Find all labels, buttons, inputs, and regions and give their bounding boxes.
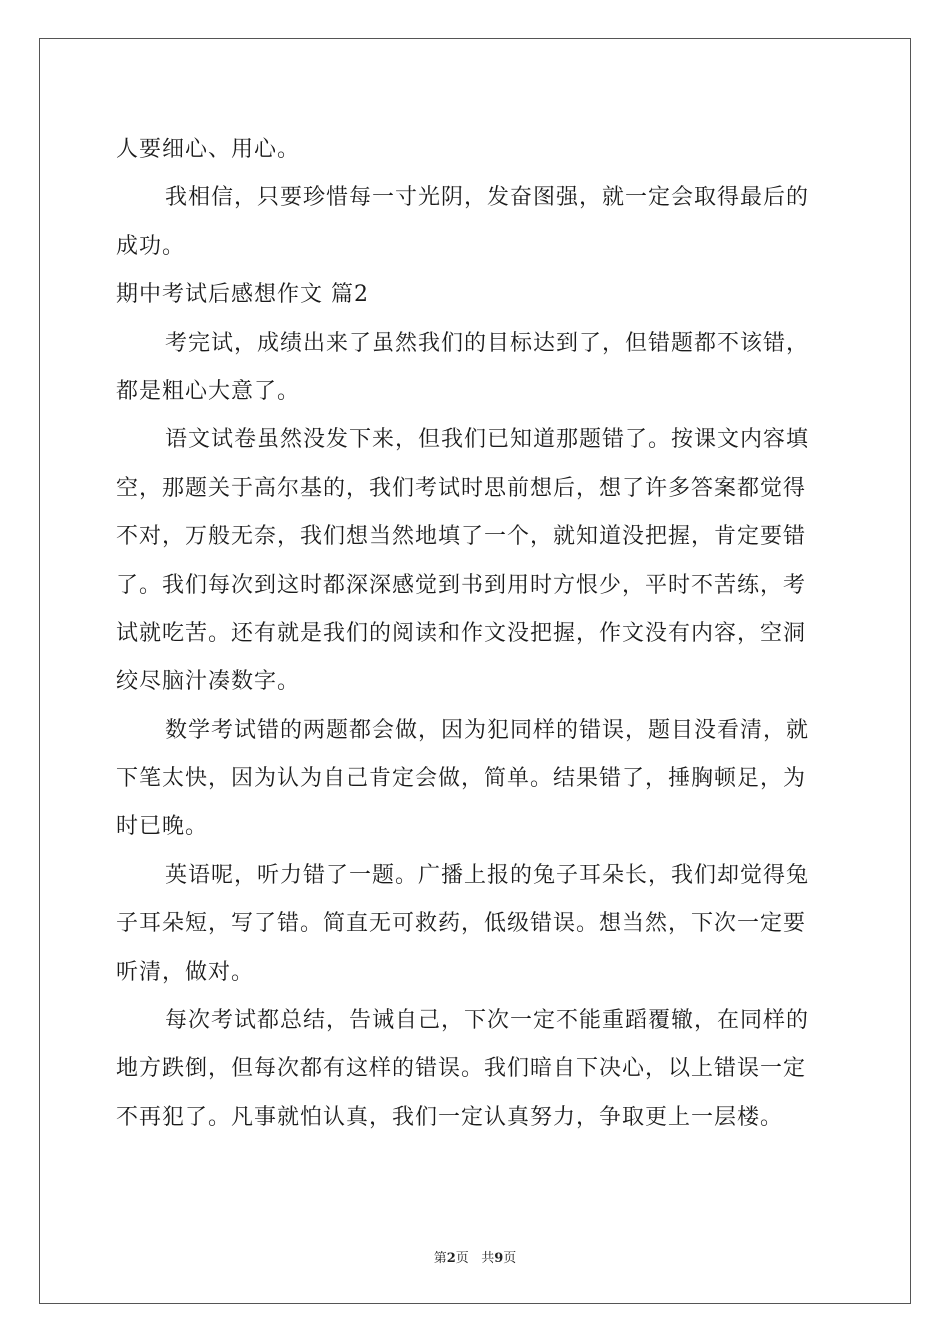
- paragraph-line: 数学考试错的两题都会做，因为犯同样的错误，题目没看清，就: [165, 717, 810, 743]
- section-heading: 期中考试后感想作文 篇2: [116, 282, 369, 308]
- total-prefix: 共: [481, 1251, 495, 1266]
- paragraph-line: 不对，万般无奈，我们想当然地填了一个，就知道没把握，肯定要错: [116, 524, 807, 550]
- page-footer: [0, 1247, 950, 1266]
- document-body: [116, 126, 838, 1142]
- paragraph-line: 英语呢，听力错了一题。广播上报的兔子耳朵长，我们却觉得兔: [165, 862, 810, 888]
- paragraph-line: 成功。: [116, 233, 186, 259]
- paragraph-line: 每次考试都总结，告诫自己，下次一定不能重蹈覆辙，在同样的: [165, 1008, 810, 1034]
- paragraph-line: 绞尽脑汁凑数字。: [116, 669, 301, 695]
- page-prefix: 第: [433, 1251, 447, 1266]
- paragraph-line: 听清，做对。: [116, 959, 255, 985]
- paragraph-line: 人要细心、用心。: [116, 137, 301, 162]
- page-number: 2: [446, 1251, 456, 1266]
- paragraph-line: 都是粗心大意了。: [116, 378, 301, 404]
- paragraph-line: 了。我们每次到这时都深深感觉到书到用时方恨少，平时不苦练，考: [116, 572, 807, 598]
- paragraph-line: 考完试，成绩出来了虽然我们的目标达到了，但错题都不该错，: [165, 330, 810, 356]
- paragraph-line: 下笔太快，因为认为自己肯定会做，简单。结果错了，捶胸顿足，为: [116, 766, 807, 792]
- paragraph-line: 时已晚。: [116, 814, 209, 840]
- paragraph-line: 空，那题关于高尔基的，我们考试时思前想后，想了许多答案都觉得: [116, 475, 807, 501]
- paragraph-line: 不再犯了。凡事就怕认真，我们一定认真努力，争取更上一层楼。: [116, 1104, 784, 1130]
- paragraph-line: 语文试卷虽然没发下来，但我们已知道那题错了。按课文内容填: [165, 427, 810, 453]
- total-suffix: 页: [503, 1251, 517, 1266]
- paragraph-line: 我相信，只要珍惜每一寸光阴，发奋图强，就一定会取得最后的: [165, 185, 810, 211]
- paragraph-line: 试就吃苦。还有就是我们的阅读和作文没把握，作文没有内容，空洞: [116, 620, 807, 646]
- page-suffix: 页: [455, 1251, 469, 1266]
- paragraph-line: 地方跌倒，但每次都有这样的错误。我们暗自下决心，以上错误一定: [116, 1056, 807, 1082]
- paragraph-line: 子耳朵短，写了错。简直无可救药，低级错误。想当然，下次一定要: [116, 911, 807, 937]
- total-pages: 9: [494, 1251, 504, 1266]
